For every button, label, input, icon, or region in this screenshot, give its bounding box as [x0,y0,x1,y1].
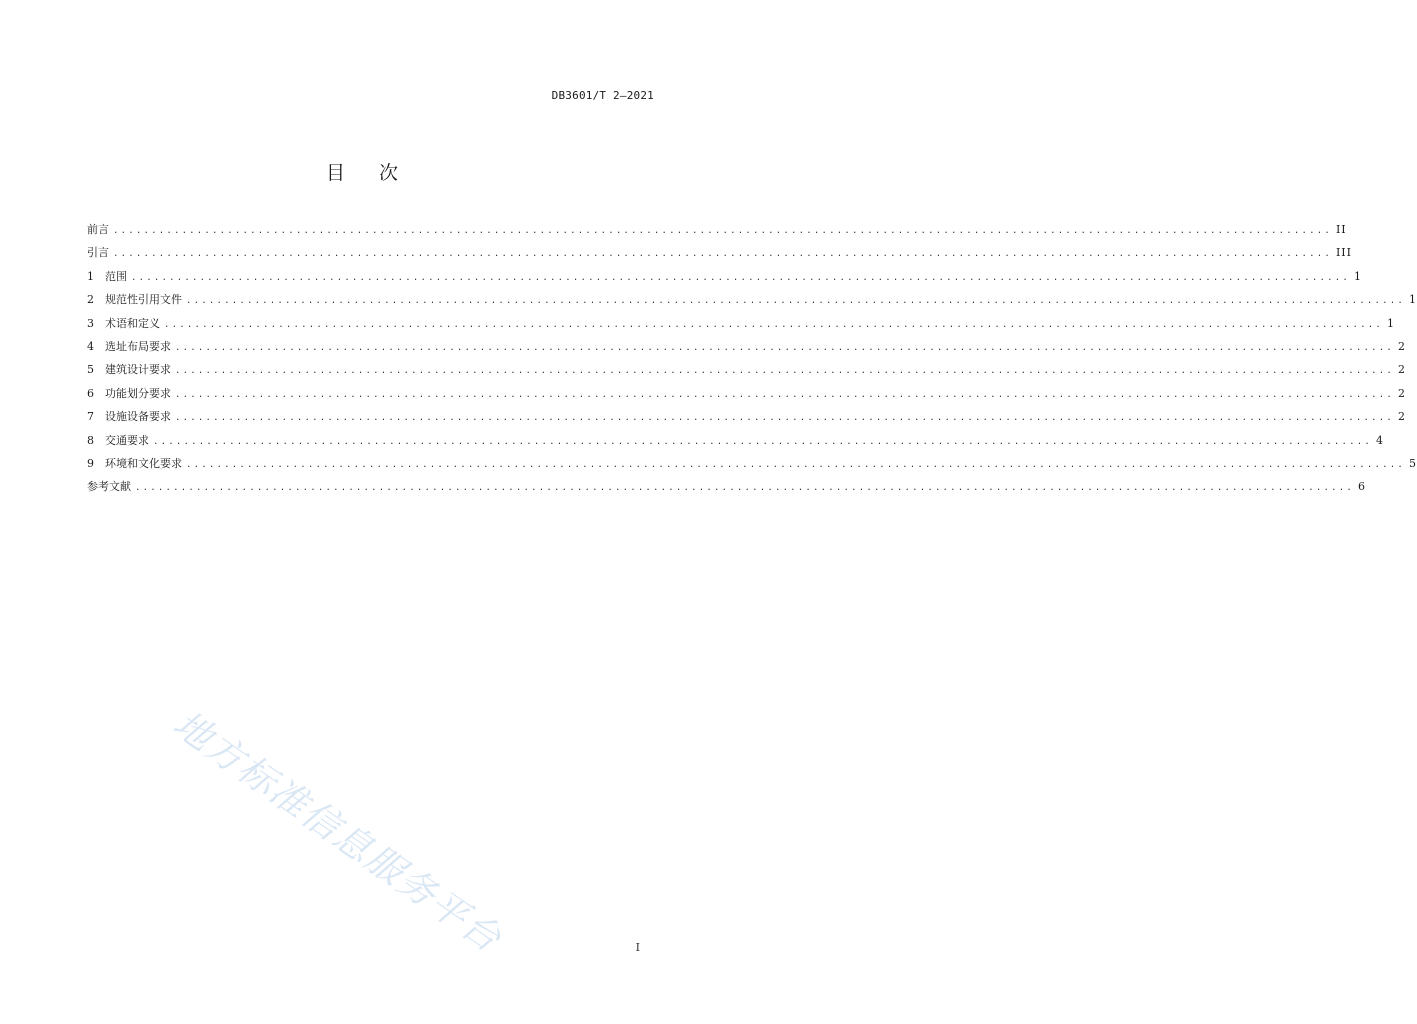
toc-entry[interactable] [87,241,1352,264]
toc-entry[interactable] [87,475,1366,498]
toc-label: 引言 [87,246,109,260]
toc-page: 1 [1408,293,1417,307]
toc-entry[interactable] [87,452,1417,475]
toc-page: 2 [1397,410,1406,424]
toc-leader: ................................................................................................................................................................ [153,436,1372,447]
toc-label: 交通要求 [105,433,149,447]
toc-label: 前言 [87,223,109,236]
toc-entry[interactable] [87,335,1406,358]
toc-page: 1 [1353,269,1362,283]
toc-leader: ................................................................................................................................................................ [135,483,1354,494]
toc-entry[interactable] [87,405,1406,428]
toc-number: 7 [87,410,94,424]
toc-entry[interactable] [87,288,1417,311]
toc-page: III [1335,246,1352,260]
page-title: 目 次 [325,162,399,184]
toc-label: 参考文献 [87,480,131,494]
toc-page: 1 [1386,316,1395,330]
toc-label: 功能划分要求 [105,386,171,400]
toc-entry[interactable] [87,218,1347,241]
toc-entry[interactable] [87,312,1395,335]
toc-entry[interactable] [87,265,1362,288]
toc-page: II [1335,223,1347,236]
toc-leader: ................................................................................................................................................................ [164,319,1383,330]
toc-entry[interactable] [87,358,1406,381]
toc-page: 2 [1397,339,1406,353]
toc-label: 术语和定义 [105,316,160,330]
toc-leader: ................................................................................................................................................................ [175,413,1394,424]
toc-number: 6 [87,386,94,400]
toc-number: 3 [87,316,94,330]
toc-leader: ................................................................................................................................................................ [175,389,1394,400]
toc-page: 2 [1397,386,1406,400]
toc-label: 规范性引用文件 [105,293,182,307]
standard-code: DB3601/T 2—2021 [551,89,654,102]
toc-leader: ................................................................................................................................................................ [113,249,1332,260]
toc-number: 2 [87,293,94,307]
toc-page: 2 [1397,363,1406,377]
toc-label: 环境和文化要求 [105,456,182,470]
toc-label: 建筑设计要求 [105,363,171,377]
toc-leader: ................................................................................................................................................................ [113,226,1332,236]
toc-label: 选址布局要求 [105,339,171,353]
toc-number: 8 [87,433,94,447]
toc-page: 6 [1357,480,1366,494]
toc-leader: ................................................................................................................................................................ [186,459,1405,470]
toc-number: 5 [87,363,94,377]
watermark: 地方标准信息服务平台 [165,702,510,962]
toc-label: 范围 [105,269,127,283]
toc-number: 1 [87,269,94,283]
toc-page: 5 [1408,456,1417,470]
page-number: I [635,941,640,954]
toc-number: 9 [87,456,94,470]
toc-number: 4 [87,339,94,353]
toc-entry[interactable] [87,429,1384,452]
toc-leader: ................................................................................................................................................................ [175,342,1394,353]
table-of-contents [87,218,1417,499]
toc-entry[interactable] [87,382,1406,405]
toc-leader: ................................................................................................................................................................ [186,296,1405,307]
toc-leader: ................................................................................................................................................................ [131,272,1350,283]
toc-page: 4 [1375,433,1384,447]
toc-leader: ................................................................................................................................................................ [175,366,1394,377]
toc-label: 设施设备要求 [105,410,171,424]
